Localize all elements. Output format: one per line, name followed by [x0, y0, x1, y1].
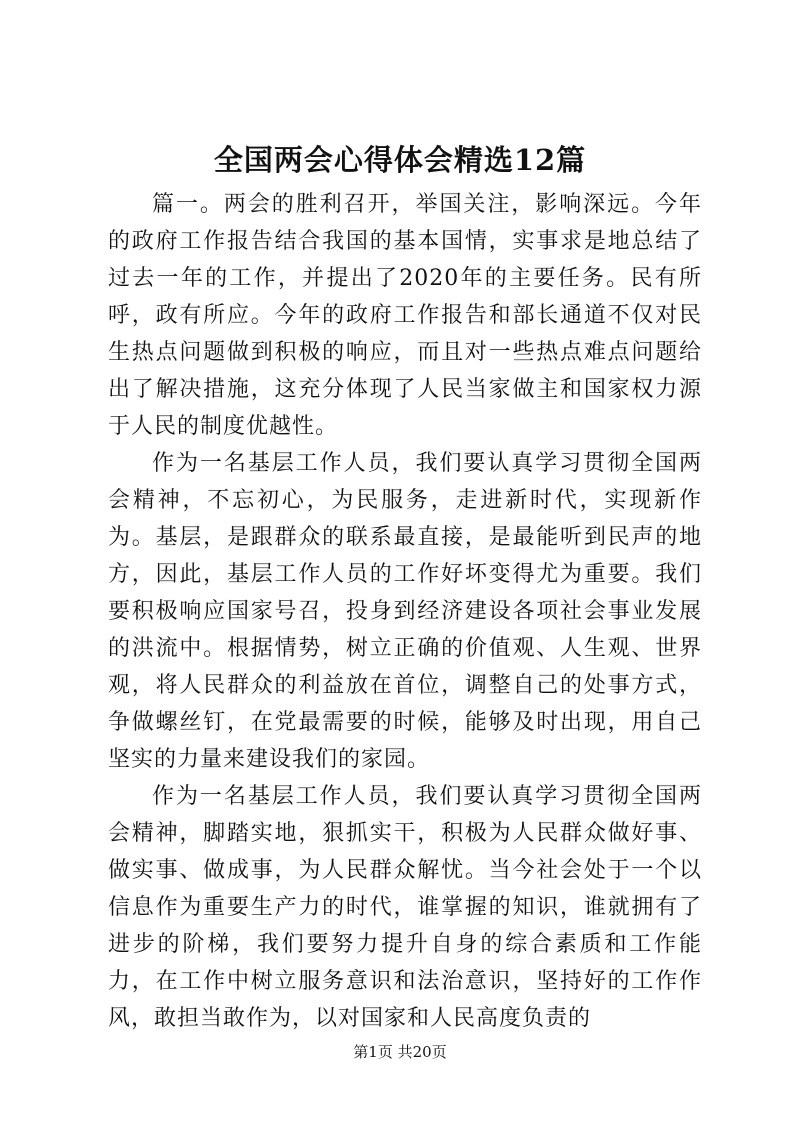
paragraph-2: 作为一名基层工作人员，我们要认真学习贯彻全国两会精神，不忘初心，为民服务，走进新时代，实现新作为。基层，是跟群众的联系最直接，是最能听到民声的地方，因此，基层工作人员的工作好坏变得尤为重要。我们要积极响应国家号召，投身到经济建设各项社会事业发展的洪流中。根据情势，树立正确的价值观、人生观、世界观，将人民群众的利益放在首位，调整自己的处事方式，争做螺丝钉，在党最需要的时候，能够及时出现，用自己坚实的力量来建设我们的家园。	[108, 451, 702, 772]
document-title: 全国两会心得体会精选12篇	[213, 143, 587, 177]
paragraph-1: 篇一。两会的胜利召开，举国关注，影响深远。今年的政府工作报告结合我国的基本国情，实事求是地总结了过去一年的工作，并提出了2020年的主要任务。民有所呼，政有所应。今年的政府工作报告和部长通道不仅对民生热点问题做到积极的响应，而且对一些热点难点问题给出了解决措施，这充分体现了人民当家做主和国家权力源于人民的制度优越性。	[108, 192, 702, 439]
paragraph-3: 作为一名基层工作人员，我们要认真学习贯彻全国两会精神，脚踏实地，狠抓实干，积极为人民群众做好事、做实事、做成事，为人民群众解忧。当今社会处于一个以信息作为重要生产力的时代，谁掌握的知识，谁就拥有了进步的阶梯，我们要努力提升自身的综合素质和工作能力，在工作中树立服务意识和法治意识，坚持好的工作作风，敢担当敢作为，以对国家和人民高度负责的	[108, 784, 702, 1031]
document-body	[108, 186, 702, 1037]
page-number-footer: 第1页 共20页	[353, 1043, 447, 1061]
